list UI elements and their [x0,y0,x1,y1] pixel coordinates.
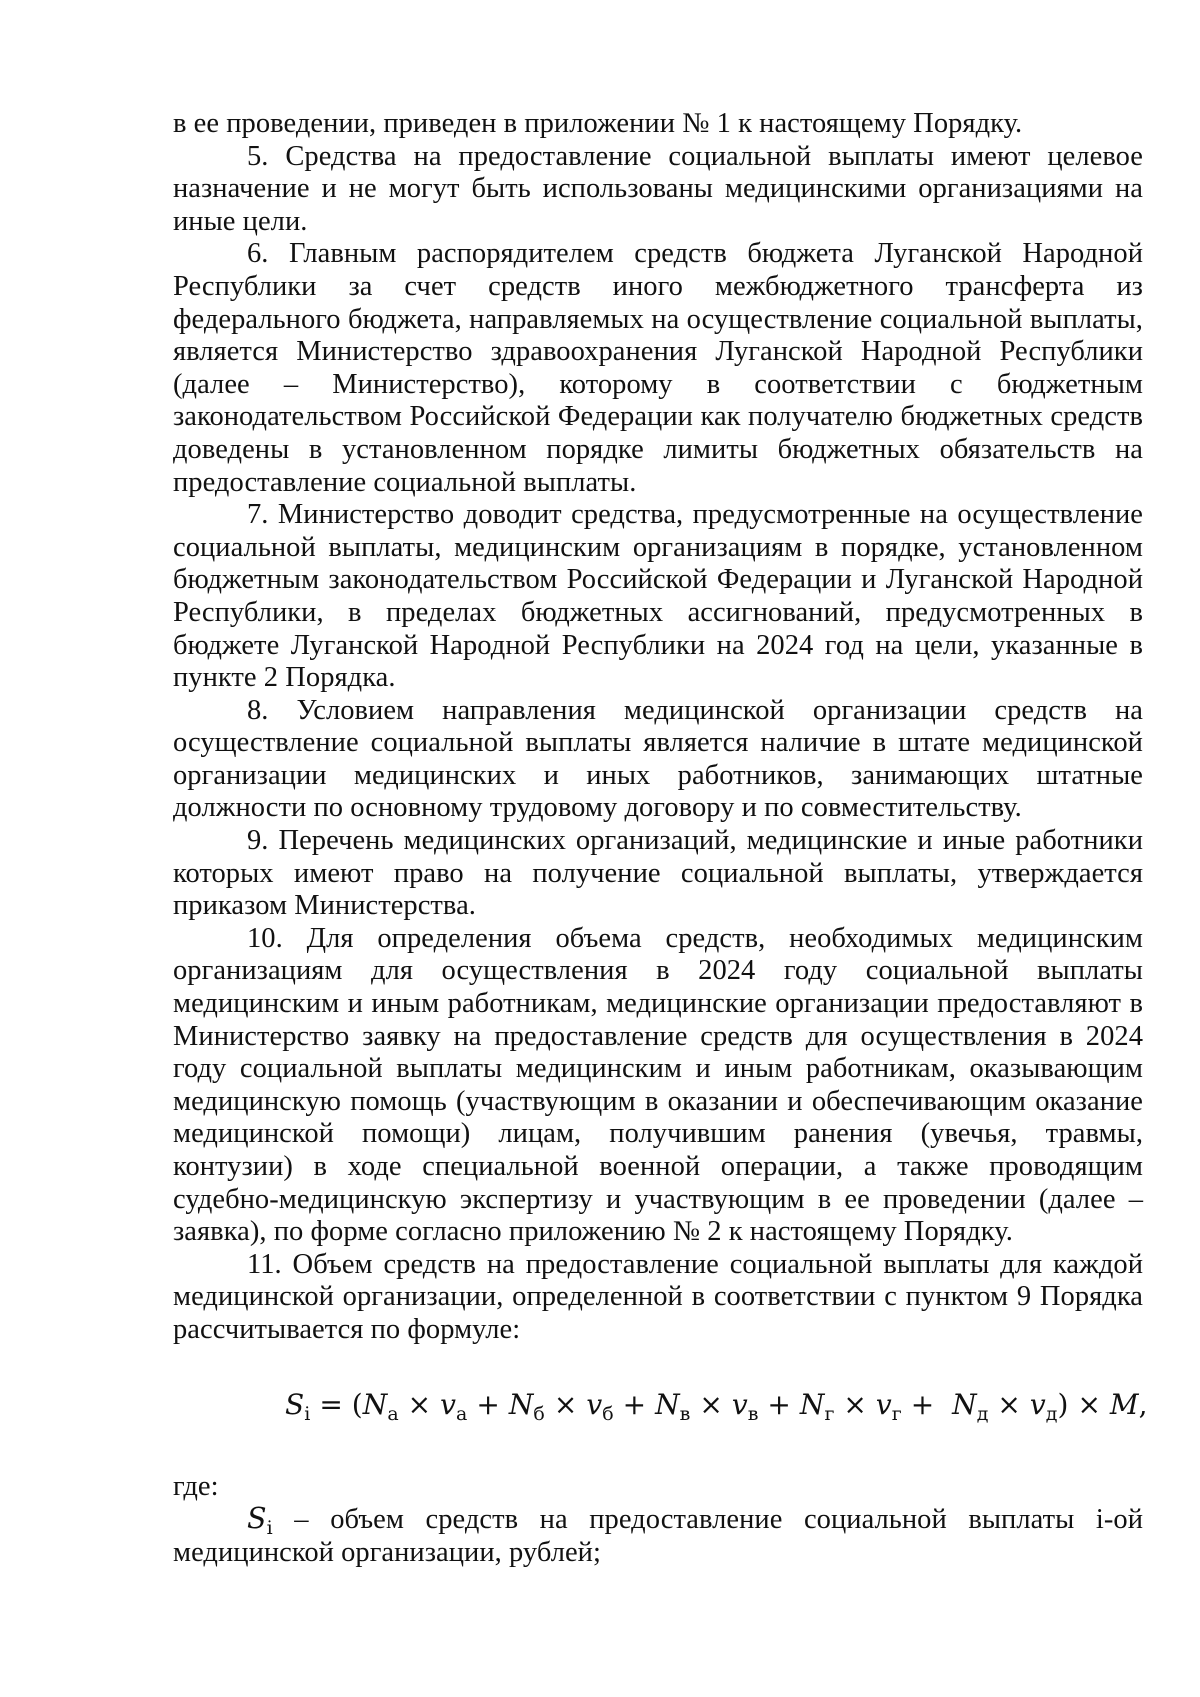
formula-lhs-symbol: S [285,1387,305,1421]
formula-term-n: N [362,1387,388,1421]
definition-symbol-letter: S [247,1502,267,1536]
formula-term-n-subscript: б [533,1402,545,1425]
formula-term-v-subscript: в [747,1402,759,1425]
paragraph-item-9: 9. Перечень медицинских организаций, медицинские и иные работники которых имеют право на получение социальной выплаты, утверждается приказом Министерства. [173,825,1143,922]
paragraph-item-10: 10. Для определения объема средств, необходимых медицинским организациям для осуществления в 2024 году социальной выплаты медицинским и иным работникам, медицинские организации предоставляют в Министерство заявку на предоставление средств для осуществления в 2024 году социальной выплаты медицинским и иным работникам, оказывающим медицинскую помощь (участвующим в оказании и обеспечивающим оказание медицинской помощи) лицам, получившим ранения (увечья, травмы, контузии) в ходе специальной военной операции, а также проводящим судебно-медицинскую экспертизу и участвующим в ее проведении (далее – заявка), по форме согласно приложению № 2 к настоящему Порядку. [173,922,1143,1248]
definition-symbol-subscript: i [266,1517,273,1540]
paragraph-continuation: в ее проведении, приведен в приложении № 1 к настоящему Порядку. [173,108,1023,139]
paragraph-item-11: 11. Объем средств на предоставление социальной выплаты для каждой медицинской организации, определенной в соответствии с пунктом 9 Порядка рассчитывается по формуле: [173,1248,1143,1345]
where-label: где: [173,1470,219,1502]
document-body [173,108,1148,1569]
definition-s-i [173,1503,1143,1569]
paragraph-item-7: 7. Министерство доводит средства, предусмотренные на осуществление социальной выплаты, медицинским организациям в порядке, установленном бюджетным законодательством Российской Федерации и Луганской Народной Республики, в пределах бюджетных ассигнований, предусмотренных в бюджете Луганской Народной Республики на 2024 год на цели, указанные в пункте 2 Порядка. [173,499,1143,694]
formula-term-v-subscript: а [456,1402,468,1425]
paragraph-item-5: 5. Средства на предоставление социальной выплаты имеют целевое назначение и не могут быть использованы медицинскими организациями на иные цели. [173,140,1143,237]
formula-term-n-subscript: а [387,1402,399,1425]
paragraph-item-8: 8. Условием направления медицинской организации средств на осуществление социальной выплаты является наличие в штате медицинской организации медицинских и иных работников, занимающих штатные должности по основному трудовому договору и по совместительству. [173,694,1143,824]
formula-term-n-subscript: г [824,1402,835,1425]
formula-term-n-subscript: в [679,1402,691,1425]
formula-lhs-subscript: i [304,1402,311,1425]
formula-term-v-subscript: б [602,1402,614,1425]
formula-term-n: N [508,1387,534,1421]
formula-term-n: N [952,1387,977,1421]
funding-formula: $S_i = (N_а \times v_а + N_б \times v_б + N_в \times v_в + N_г \times v_г + N_д \times v_д) \times M$, [285,1387,1148,1425]
formula-multiplier: M [1109,1387,1139,1421]
formula-term-v-subscript: д [1045,1402,1058,1425]
definition-text: – объем средств на предоставление социальной выплаты i-ой медицинской организации, рублей; [173,1504,1143,1568]
formula-term-v: v [586,1387,603,1421]
formula-term-n: N [799,1387,825,1421]
formula-term-v-subscript: г [891,1402,902,1425]
definition-symbol [247,1502,273,1540]
formula-term-n-subscript: д [976,1402,989,1425]
formula-term-v: v [1029,1387,1046,1421]
paragraph-item-6: 6. Главным распорядителем средств бюджета Луганской Народной Республики за счет средств иного межбюджетного трансферта из федерального бюджета, направляемых на осуществление социальной выплаты, является Министерство здравоохранения Луганской Народной Республики (далее – Министерство), которому в соответствии с бюджетным законодательством Российской Федерации как получателю бюджетных средств доведены в установленном порядке лимиты бюджетных обязательств на предоставление социальной выплаты. [173,238,1143,498]
formula-term-v: v [440,1387,457,1421]
formula-trailing-punct: , [1138,1387,1148,1421]
formula-term-v: v [875,1387,892,1421]
formula-term-n: N [655,1387,680,1421]
formula-term-v: v [731,1387,748,1421]
